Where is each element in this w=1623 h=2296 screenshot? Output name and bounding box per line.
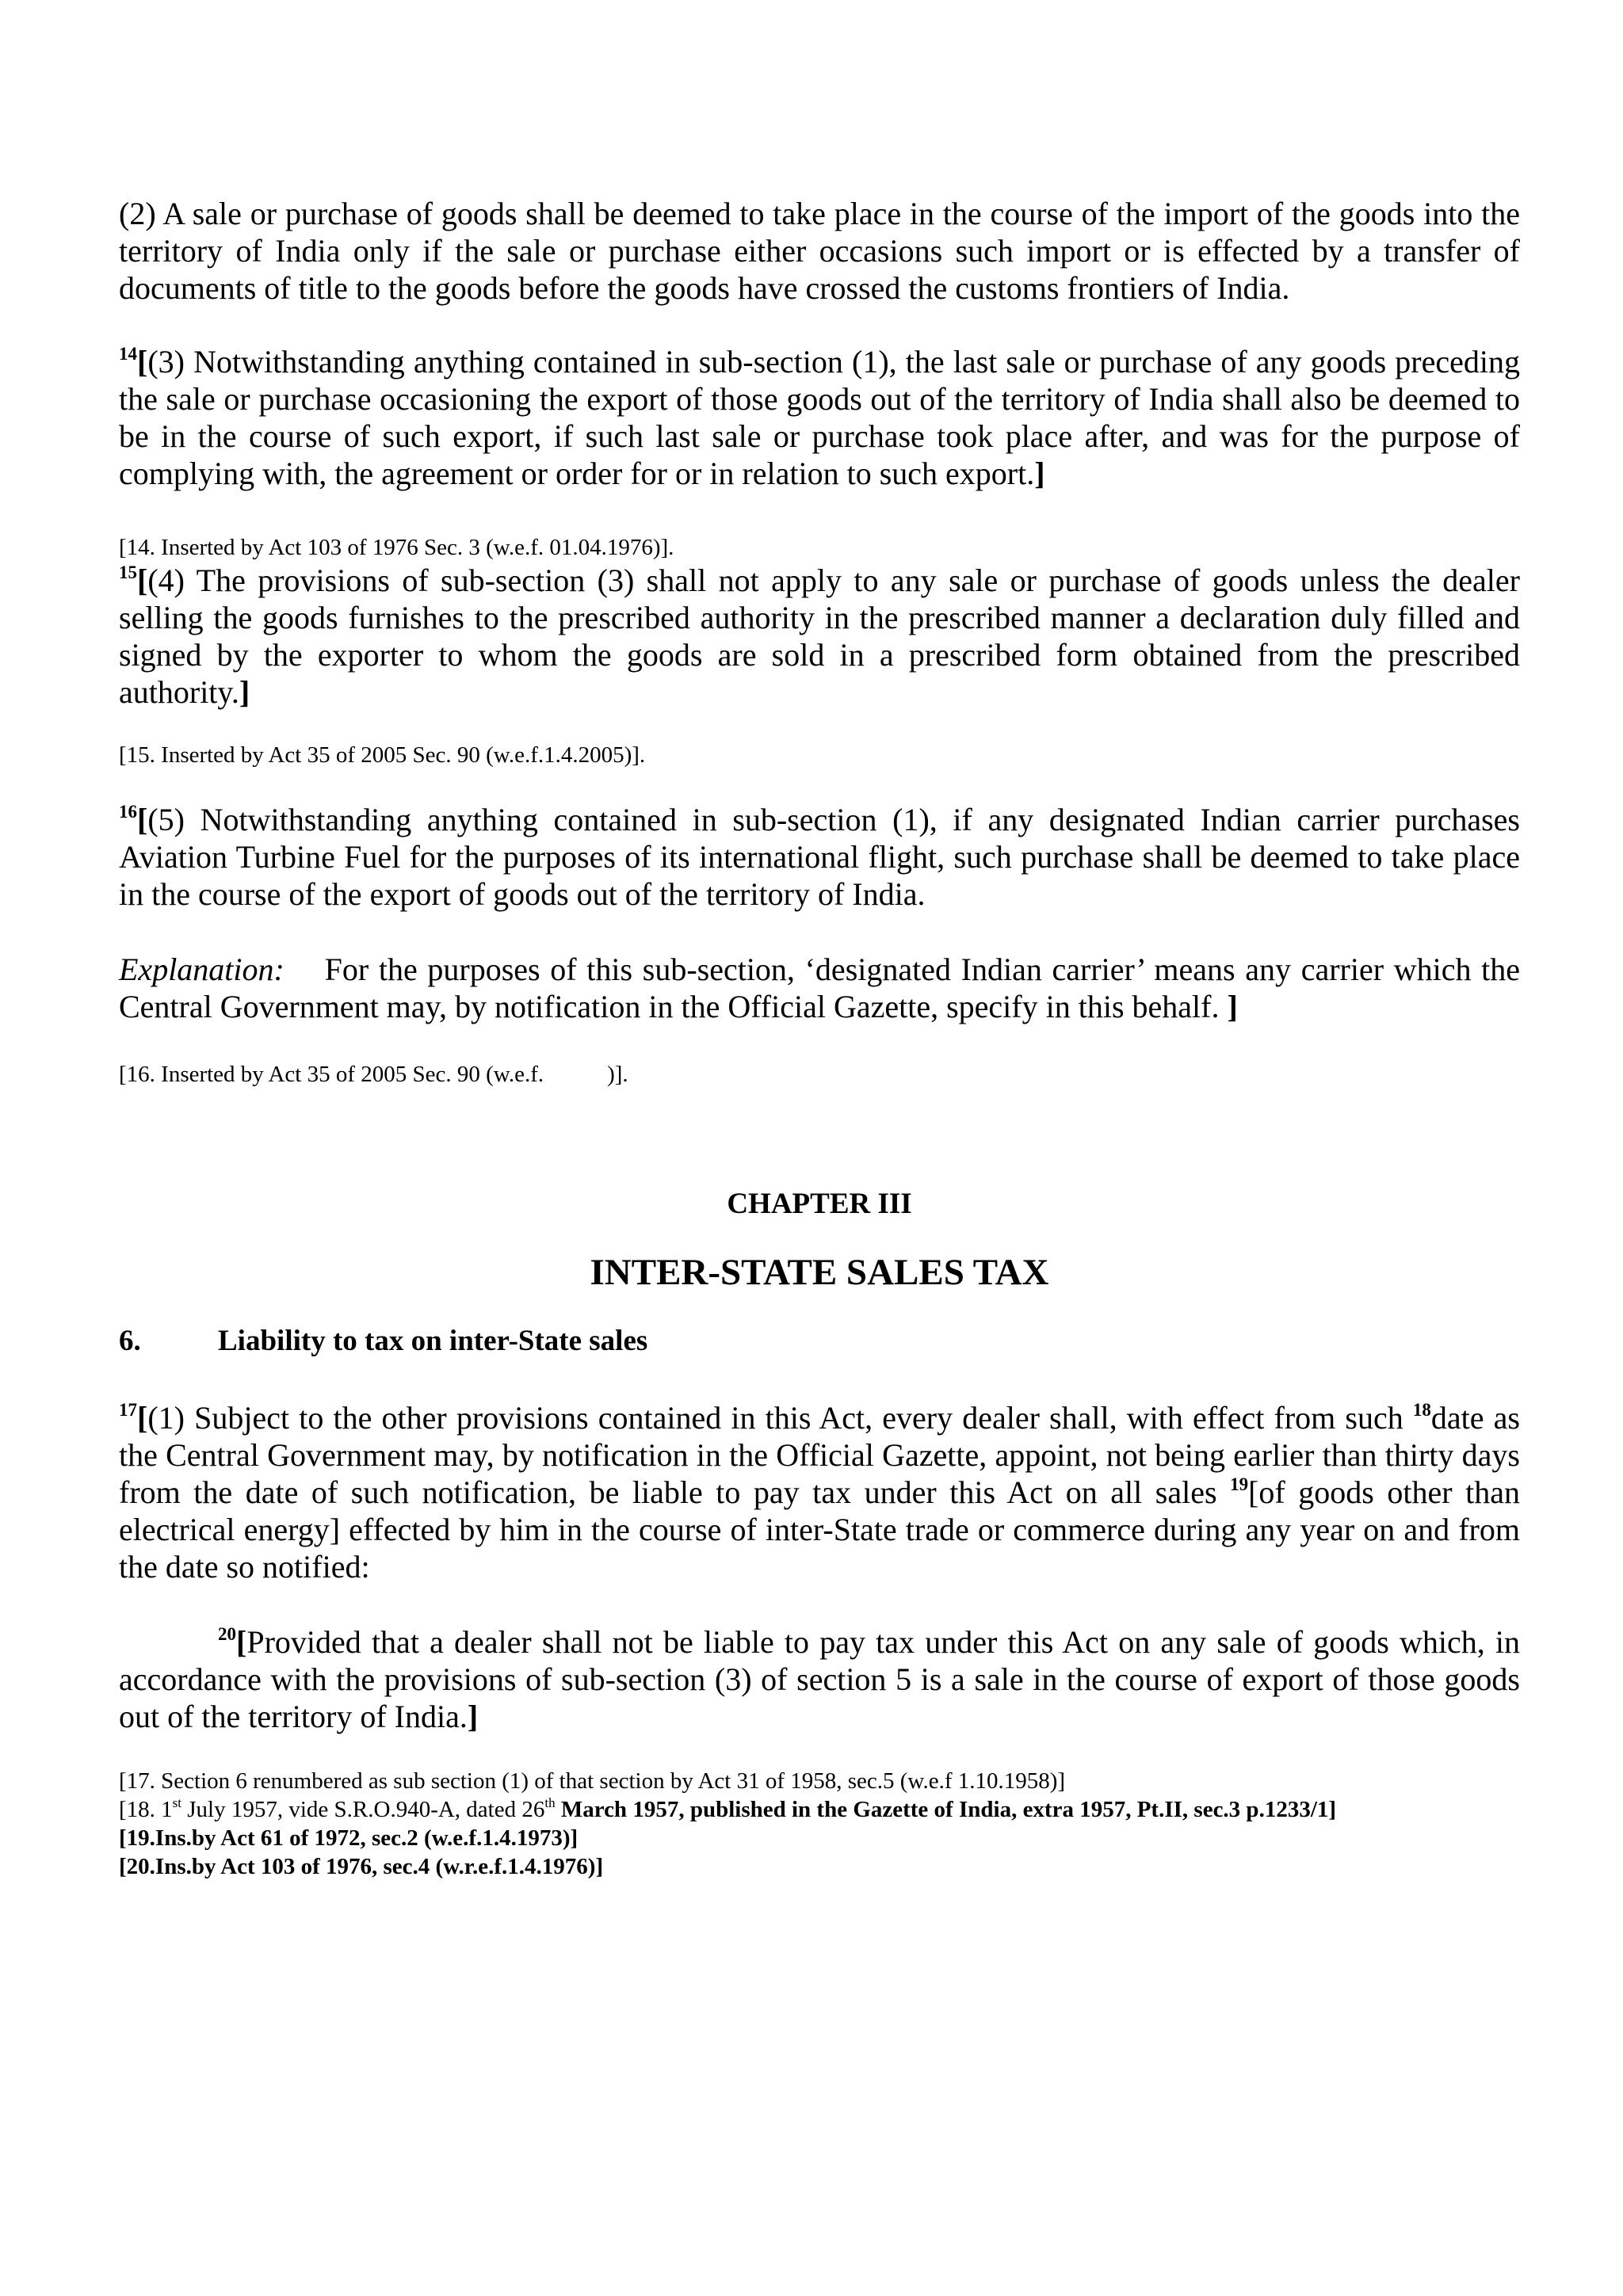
proviso — [119, 1623, 1520, 1735]
subsection-text-b: date as the Central Government may, by notification in the Official Gazette, appoint, not being earlier than thirty days from the date of such notification, be liable to pay tax under this Act on all sales — [119, 1400, 1520, 1510]
footnote-19: [19.Ins.by Act 61 of 1972, sec.2 (w.e.f.1.4.1973)] — [119, 1825, 579, 1851]
footnote-ref-20[interactable]: 20 — [218, 1624, 236, 1644]
chapter-heading: CHAPTER III — [727, 1188, 912, 1220]
section-6-heading — [119, 1324, 1520, 1358]
subsection-3-text: (3) Notwithstanding anything contained in sub-section (1), the last sale or purchase of any goods preceding the sale or purchase occasioning the export of those goods out of the territory of India shall also be deemed to be in the course of such export, if such last sale or purchase took place after, and was for the purpose of complying with, the agreement or order for or in relation to such export. — [119, 344, 1520, 491]
subsection-4 — [119, 562, 1520, 711]
footnote-ref-14[interactable]: 14 — [119, 344, 137, 364]
footnote-ref-19[interactable]: 19 — [1230, 1474, 1249, 1494]
subsection-5 — [119, 801, 1520, 913]
footnote-16 — [119, 1060, 1520, 1089]
bracket-close: ] — [1034, 456, 1045, 491]
chapter-title: INTER-STATE SALES TAX — [590, 1252, 1049, 1293]
footnote-ref-17[interactable]: 17 — [119, 1400, 137, 1420]
footnote-18 — [119, 1795, 1520, 1824]
footnote-18-part-a: [18. 1 — [119, 1797, 173, 1822]
explanation-text: For the purposes of this sub-section, ‘designated Indian carrier’ means any carrier which the Central Government may, by notification in the Official Gazette, specify in this behalf. — [119, 952, 1521, 1024]
bracket-close: ] — [1227, 989, 1238, 1024]
bracket-close: ] — [239, 674, 250, 710]
subsection-text-c: [of goods other than electrical energy] effected by him in the course of inter-State trade or commerce during any year on and from the date so notified: — [119, 1474, 1521, 1585]
explanation-label: Explanation: — [119, 952, 285, 987]
document-page — [119, 195, 1520, 1881]
footnote-17: [17. Section 6 renumbered as sub section (1) of that section by Act 31 of 1958, sec.5 (w.e.f 1.10.1958)] — [119, 1768, 1066, 1794]
footnote-16-end: )]. — [607, 1062, 628, 1087]
bracket-close: ] — [467, 1699, 479, 1734]
footnote-14: [14. Inserted by Act 103 of 1976 Sec. 3 (w.e.f. 01.04.1976)]. — [119, 535, 674, 560]
footnote-18-part-b: July 1957, vide S.R.O.940-A, dated 26 — [181, 1797, 545, 1822]
footnote-18-part-c: March 1957, published in the Gazette of India, extra 1957, Pt.II, sec.3 p.1233/1] — [555, 1797, 1337, 1822]
subsection-text-a: (1) Subject to the other provisions contained in this Act, every dealer shall, with effect from such — [147, 1400, 1403, 1436]
footnote-20: [20.Ins.by Act 103 of 1976, sec.4 (w.r.e.f.1.4.1976)] — [119, 1854, 604, 1879]
subsection-5-text: (5) Notwithstanding anything contained in sub-section (1), if any designated Indian carrier purchases Aviation Turbine Fuel for the purposes of its international flight, such purchase shall be deemed to take place in the course of the export of goods out of the territory of India. — [119, 802, 1520, 912]
bracket-open: [ — [137, 1400, 148, 1436]
ordinal-suffix: st — [172, 1795, 182, 1810]
proviso-text: Provided that a dealer shall not be liable to pay tax under this Act on any sale of goods which, in accordance with the provisions of sub-section (3) of section 5 is a sale in the course of export of those goods out of the territory of India. — [119, 1624, 1520, 1734]
ordinal-suffix: th — [544, 1795, 556, 1810]
bracket-open: [ — [137, 563, 148, 598]
section-title: Liability to tax on inter-State sales — [218, 1325, 648, 1357]
subsection-3 — [119, 343, 1520, 492]
footnote-ref-18[interactable]: 18 — [1412, 1400, 1431, 1420]
bracket-open: [ — [137, 344, 148, 379]
footnote-ref-15[interactable]: 15 — [119, 563, 137, 582]
section-6-subsection-1 — [119, 1399, 1520, 1585]
section-number: 6. — [119, 1325, 141, 1357]
explanation — [119, 951, 1520, 1025]
bracket-open: [ — [137, 802, 148, 837]
footnote-ref-16[interactable]: 16 — [119, 802, 137, 822]
bracket-open: [ — [236, 1624, 247, 1660]
footnote-16-text: [16. Inserted by Act 35 of 2005 Sec. 90 (w.e.f. — [119, 1062, 544, 1087]
subsection-2: (2) A sale or purchase of goods shall be deemed to take place in the course of the import of the goods into the territory of India only if the sale or purchase either occasions such import or is effected by a transfer of documents of title to the goods before the goods have crossed the customs frontiers of India. — [119, 196, 1520, 306]
footnote-15: [15. Inserted by Act 35 of 2005 Sec. 90 (w.e.f.1.4.2005)]. — [119, 742, 646, 768]
subsection-4-text: (4) The provisions of sub-section (3) shall not apply to any sale or purchase of goods unless the dealer selling the goods furnishes to the prescribed authority in the prescribed manner a declaration duly filled and signed by the exporter to whom the goods are sold in a prescribed form obtained from the prescribed authority. — [119, 563, 1520, 710]
